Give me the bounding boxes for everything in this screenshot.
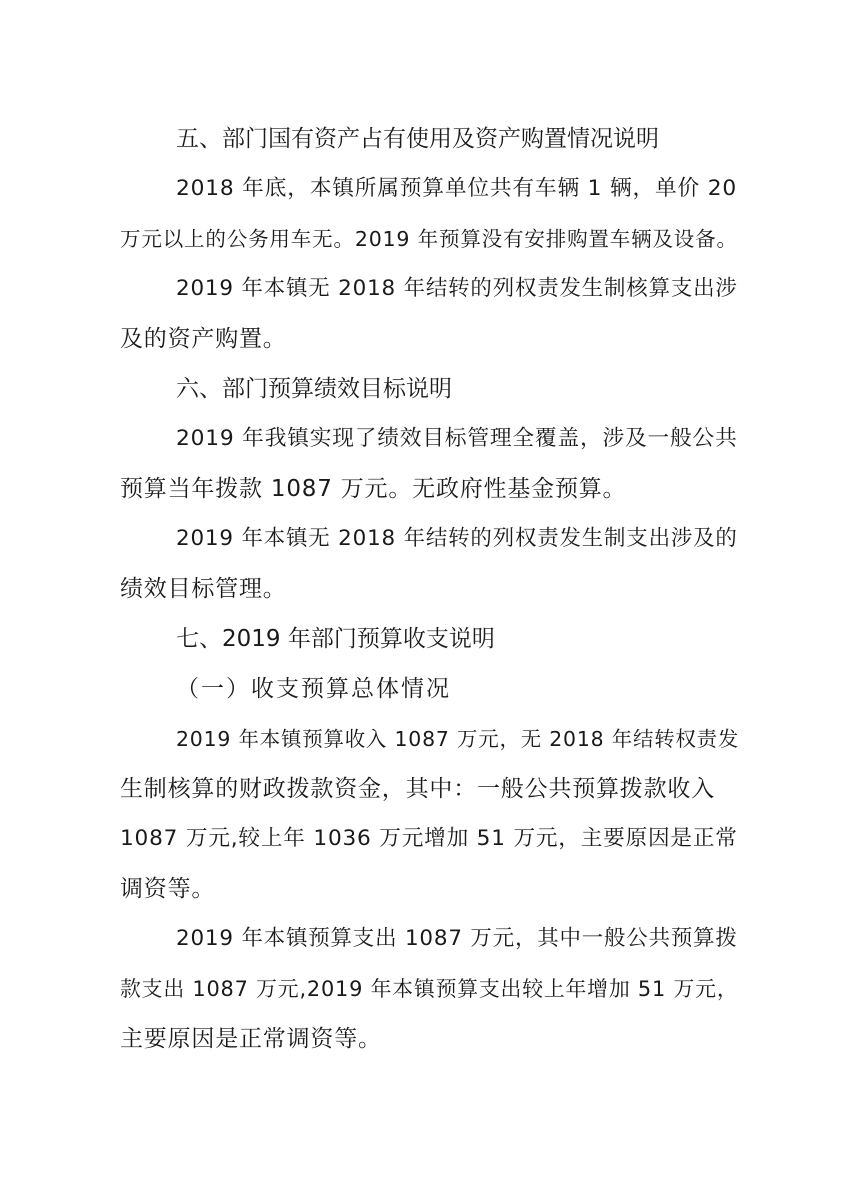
- paragraph-line: 款支出 1087 万元,2019 年本镇预算支出较上年增加 51 万元，: [120, 977, 739, 1001]
- paragraph-line: 生制核算的财政拨款资金，其中：一般公共预算拨款收入: [120, 776, 715, 802]
- paragraph-line: 2019 年本镇预算支出 1087 万元，其中一般公共预算拨: [176, 926, 738, 951]
- paragraph-line: 2019 年本镇无 2018 年结转的列权责发生制支出涉及的: [176, 526, 738, 551]
- section-heading-performance: 六、部门预算绩效目标说明: [176, 376, 452, 402]
- subsection-heading-overview: （一）收支预算总体情况: [176, 676, 451, 702]
- paragraph-line: 2018 年底，本镇所属预算单位共有车辆 1 辆，单价 20: [176, 176, 737, 201]
- paragraph-line: 1087 万元,较上年 1036 万元增加 51 万元，主要原因是正常: [120, 826, 738, 851]
- paragraph-line: 绩效目标管理。: [120, 576, 287, 602]
- paragraph-line: 及的资产购置。: [120, 326, 287, 352]
- paragraph-line: 主要原因是正常调资等。: [120, 1026, 382, 1052]
- paragraph-line: 预算当年拨款 1087 万元。无政府性基金预算。: [120, 476, 627, 502]
- paragraph-line: 2019 年本镇预算收入 1087 万元，无 2018 年结转权责发: [176, 727, 740, 751]
- paragraph-line: 2019 年本镇无 2018 年结转的列权责发生制核算支出涉: [176, 276, 738, 301]
- section-heading-assets: 五、部门国有资产占有使用及资产购置情况说明: [176, 126, 659, 152]
- section-heading-budget: 七、2019 年部门预算收支说明: [176, 626, 495, 652]
- paragraph-line: 万元以上的公务用车无。2019 年预算没有安排购置车辆及设备。: [120, 227, 738, 251]
- paragraph-line: 调资等。: [120, 876, 216, 902]
- paragraph-line: 2019 年我镇实现了绩效目标管理全覆盖，涉及一般公共: [176, 426, 738, 451]
